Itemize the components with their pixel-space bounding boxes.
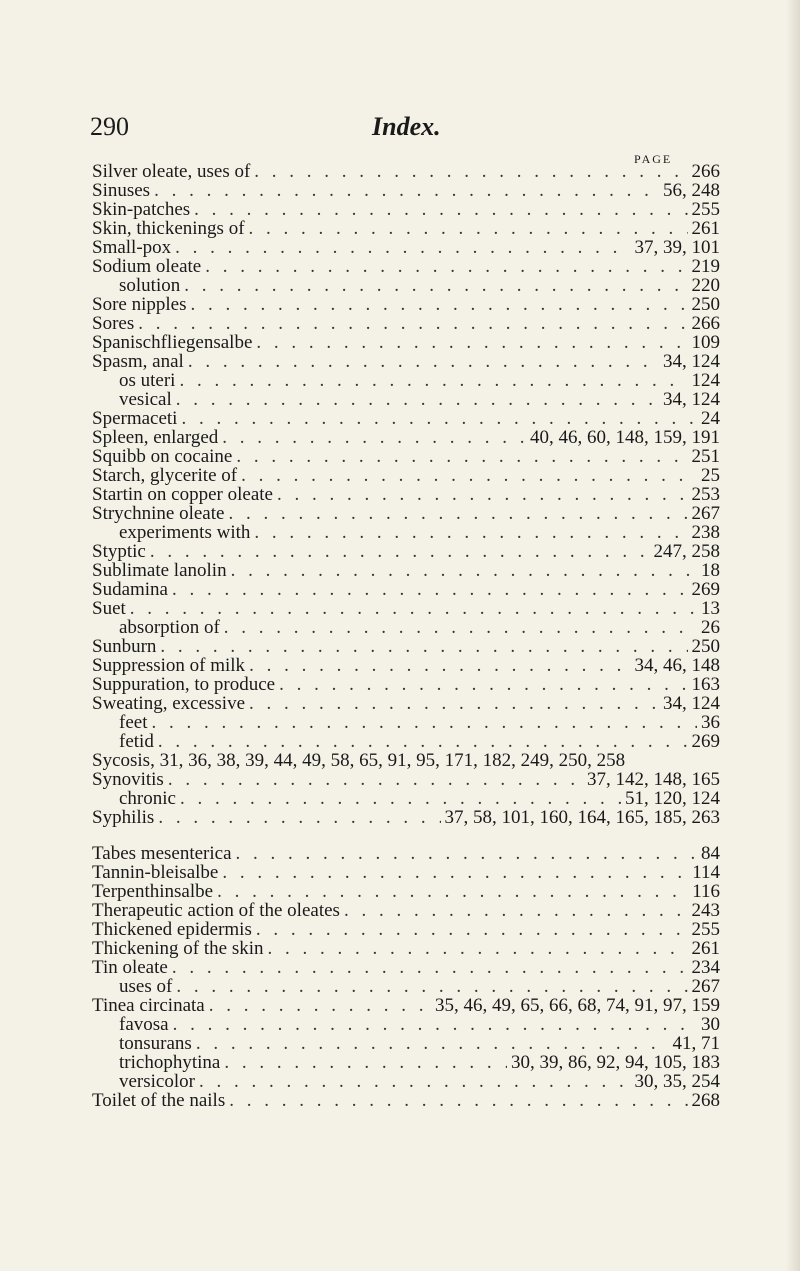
index-entry (92, 447, 720, 466)
index-subentry (92, 1034, 720, 1053)
entry-term: Thickening of the skin (92, 938, 264, 959)
index-entry (92, 485, 720, 504)
page-edge-shadow (786, 0, 800, 1271)
entry-pages: 51, 120, 124 (625, 788, 720, 809)
entry-pages: 267 (691, 976, 720, 997)
dot-leader (160, 637, 687, 656)
index-subentry (92, 1015, 720, 1034)
entry-pages: 267 (691, 503, 720, 524)
dot-leader (277, 485, 688, 504)
dot-leader (175, 238, 630, 257)
entry-pages: 109 (691, 332, 720, 353)
entry-term: Therapeutic action of the oleates (92, 900, 340, 921)
index-entry (92, 257, 720, 276)
index-subentry (92, 713, 720, 732)
dot-leader (256, 920, 688, 939)
dot-leader (236, 447, 687, 466)
dot-leader (151, 713, 697, 732)
dot-leader (196, 1034, 669, 1053)
entry-term: tonsurans (119, 1033, 192, 1054)
entry-term: Sycosis, 31, 36, 38, 39, 44, 49, 58, 65, 91, 95, 171, 182, 249, 250, 258 (92, 750, 626, 771)
dot-leader (205, 257, 687, 276)
index-entry (92, 314, 720, 333)
dot-leader (256, 333, 687, 352)
entry-term: feet (119, 712, 148, 733)
entry-pages: 36 (701, 712, 720, 733)
index-entry (92, 656, 720, 675)
index-entry (92, 958, 720, 977)
entry-term: Sunburn (92, 636, 157, 657)
entry-term: vesical (119, 389, 172, 410)
entry-term: Small-pox (92, 237, 172, 258)
entry-term: Suppression of milk (92, 655, 246, 676)
entry-term: uses of (119, 976, 173, 997)
dot-leader (231, 561, 697, 580)
entry-pages: 37, 58, 101, 160, 164, 165, 185, 263 (444, 807, 720, 828)
entry-term: Spasm, anal (92, 351, 184, 372)
index-subentry (92, 732, 720, 751)
entry-pages: 261 (691, 218, 720, 239)
entry-pages: 26 (701, 617, 720, 638)
entry-term: Spanischfliegensalbe (92, 332, 253, 353)
entry-pages: 34, 124 (663, 389, 720, 410)
entry-term: trichophytina (119, 1052, 221, 1073)
entry-pages: 84 (701, 843, 720, 864)
entry-term: Tannin-bleisalbe (92, 862, 219, 883)
dot-leader (172, 580, 688, 599)
index-subentry (92, 618, 720, 637)
entry-pages: 250 (691, 636, 720, 657)
index-subentry (92, 523, 720, 542)
entry-pages: 13 (701, 598, 720, 619)
dot-leader (222, 428, 526, 447)
dot-leader (209, 996, 431, 1015)
page-column-label: PAGE (634, 152, 673, 166)
index-entry (92, 352, 720, 371)
dot-leader (158, 808, 440, 827)
entry-term: Starch, glycerite of (92, 465, 238, 486)
dot-leader (229, 1091, 687, 1110)
dot-leader (179, 371, 687, 390)
dot-leader (181, 409, 697, 428)
index-entry (92, 901, 720, 920)
index-entries (92, 162, 720, 1110)
index-entry (92, 694, 720, 713)
entry-pages: 114 (692, 862, 720, 883)
entry-term: Tinea circinata (92, 995, 205, 1016)
dot-leader (268, 939, 688, 958)
entry-term: Sinuses (92, 180, 151, 201)
entry-term: Synovitis (92, 769, 164, 790)
index-entry (92, 770, 720, 789)
entry-term: Sublimate lanolin (92, 560, 227, 581)
dot-leader (190, 295, 687, 314)
entry-term: absorption of (119, 617, 220, 638)
entry-term: Tin oleate (92, 957, 168, 978)
index-entry (92, 920, 720, 939)
dot-leader (241, 466, 697, 485)
dot-leader (254, 523, 687, 542)
dot-leader (236, 844, 697, 863)
dot-leader (249, 219, 688, 238)
entry-pages: 34, 124 (663, 693, 720, 714)
dot-leader (180, 789, 621, 808)
entry-pages: 18 (701, 560, 720, 581)
entry-pages: 266 (691, 161, 720, 182)
entry-term: Tabes mesenterica (92, 843, 232, 864)
entry-pages: 37, 39, 101 (634, 237, 720, 258)
entry-pages: 34, 124 (663, 351, 720, 372)
dot-leader (172, 958, 688, 977)
entry-term: Suet (92, 598, 126, 619)
index-entry (92, 751, 720, 770)
entry-term: favosa (119, 1014, 169, 1035)
dot-leader (150, 542, 650, 561)
index-entry (92, 1091, 720, 1110)
entry-pages: 269 (691, 579, 720, 600)
entry-term: Sudamina (92, 579, 168, 600)
index-subentry (92, 371, 720, 390)
entry-term: Sodium oleate (92, 256, 202, 277)
index-entry (92, 996, 720, 1015)
dot-leader (249, 656, 630, 675)
entry-pages: 234 (691, 957, 720, 978)
dot-leader (194, 200, 687, 219)
index-entry (92, 882, 720, 901)
entry-term: Toilet of the nails (92, 1090, 226, 1111)
entry-term: versicolor (119, 1071, 195, 1092)
entry-term: chronic (119, 788, 176, 809)
index-entry (92, 844, 720, 863)
entry-pages: 266 (691, 313, 720, 334)
dot-leader (138, 314, 687, 333)
entry-term: os uteri (119, 370, 176, 391)
entry-term: Strychnine oleate (92, 503, 225, 524)
index-entry (92, 637, 720, 656)
entry-term: Spermaceti (92, 408, 178, 429)
entry-term: experiments with (119, 522, 251, 543)
entry-term: Sore nipples (92, 294, 187, 315)
entry-pages: 269 (691, 731, 720, 752)
entry-pages: 34, 46, 148 (634, 655, 720, 676)
entry-term: Spleen, enlarged (92, 427, 219, 448)
dot-leader (279, 675, 687, 694)
dot-leader (154, 181, 659, 200)
dot-leader (176, 390, 659, 409)
dot-leader (222, 863, 688, 882)
index-entry (92, 409, 720, 428)
index-entry (92, 542, 720, 561)
entry-pages: 30 (701, 1014, 720, 1035)
index-subentry (92, 789, 720, 808)
index-entry (92, 162, 720, 181)
index-entry (92, 599, 720, 618)
entry-pages: 261 (691, 938, 720, 959)
entry-pages: 251 (691, 446, 720, 467)
entry-pages: 255 (691, 199, 720, 220)
entry-pages: 56, 248 (663, 180, 720, 201)
index-entry (92, 295, 720, 314)
entry-pages: 238 (691, 522, 720, 543)
entry-term: Startin on copper oleate (92, 484, 273, 505)
entry-pages: 220 (691, 275, 720, 296)
dot-leader (228, 504, 687, 523)
dot-leader (224, 618, 697, 637)
index-entry (92, 808, 720, 827)
entry-term: Styptic (92, 541, 146, 562)
index-subentry (92, 390, 720, 409)
index-entry (92, 181, 720, 200)
index-entry (92, 428, 720, 447)
dot-leader (254, 162, 687, 181)
entry-pages: 255 (691, 919, 720, 940)
entry-term: Squibb on cocaine (92, 446, 233, 467)
dot-leader (184, 276, 687, 295)
entry-term: Sores (92, 313, 135, 334)
page-number: 290 (90, 112, 129, 141)
entry-term: Silver oleate, uses of (92, 161, 251, 182)
entry-term: fetid (119, 731, 154, 752)
entry-pages: 247, 258 (653, 541, 720, 562)
entry-pages: 243 (691, 900, 720, 921)
entry-pages: 30, 35, 254 (634, 1071, 720, 1092)
entry-pages: 124 (691, 370, 720, 391)
entry-pages: 37, 142, 148, 165 (587, 769, 720, 790)
index-entry (92, 466, 720, 485)
dot-leader (199, 1072, 631, 1091)
entry-term: Terpenthinsalbe (92, 881, 214, 902)
dot-leader (130, 599, 697, 618)
entry-pages: 250 (691, 294, 720, 315)
entry-pages: 24 (701, 408, 720, 429)
running-title: Index. (372, 112, 441, 141)
entry-pages: 219 (691, 256, 720, 277)
entry-term: Suppuration, to produce (92, 674, 276, 695)
index-entry (92, 504, 720, 523)
index-entry (92, 863, 720, 882)
entry-pages: 25 (701, 465, 720, 486)
index-entry (92, 580, 720, 599)
index-entry (92, 219, 720, 238)
entry-term: Syphilis (92, 807, 155, 828)
dot-leader (344, 901, 688, 920)
dot-leader (249, 694, 659, 713)
dot-leader (168, 770, 583, 789)
entry-pages: 116 (692, 881, 720, 902)
dot-leader (224, 1053, 507, 1072)
index-entry (92, 238, 720, 257)
index-subentry (92, 1053, 720, 1072)
entry-term: Skin, thickenings of (92, 218, 245, 239)
index-entry (92, 333, 720, 352)
index-subentry (92, 977, 720, 996)
dot-leader (158, 732, 688, 751)
index-entry (92, 561, 720, 580)
entry-pages: 35, 46, 49, 65, 66, 68, 74, 91, 97, 159 (435, 995, 720, 1016)
index-entry (92, 675, 720, 694)
dot-leader (176, 977, 687, 996)
entry-pages: 163 (691, 674, 720, 695)
entry-pages: 268 (691, 1090, 720, 1111)
index-subentry (92, 276, 720, 295)
index-entry (92, 939, 720, 958)
entry-term: Thickened epidermis (92, 919, 252, 940)
index-subentry (92, 1072, 720, 1091)
entry-pages: 30, 39, 86, 92, 94, 105, 183 (511, 1052, 720, 1073)
dot-leader (173, 1015, 697, 1034)
dot-leader (217, 882, 688, 901)
entry-pages: 40, 46, 60, 148, 159, 191 (530, 427, 720, 448)
entry-term: solution (119, 275, 181, 296)
page-header (90, 112, 730, 146)
entry-pages: 253 (691, 484, 720, 505)
index-entry (92, 200, 720, 219)
entry-pages: 41, 71 (672, 1033, 720, 1054)
dot-leader (188, 352, 659, 371)
entry-term: Sweating, excessive (92, 693, 246, 714)
entry-term: Skin-patches (92, 199, 191, 220)
